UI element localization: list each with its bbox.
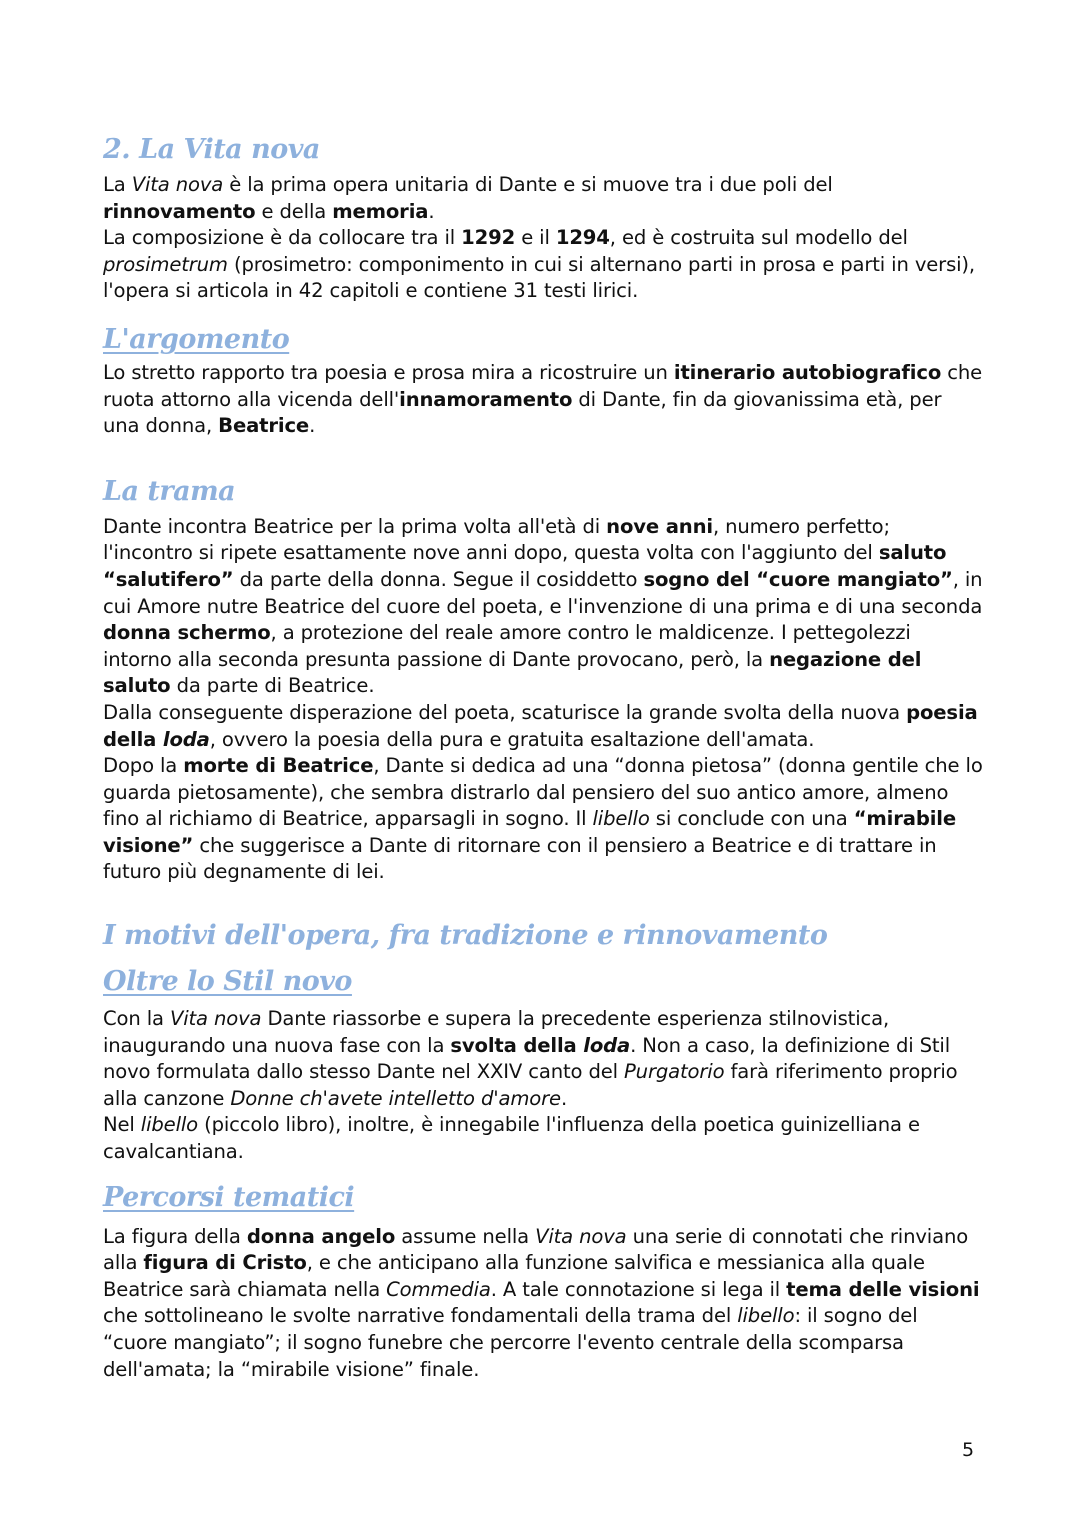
page-content [103,132,983,1383]
section-title-motivi: I motivi dell'opera, fra tradizione e rinnovamento [103,920,828,952]
section-title-percorsi: Percorsi tematici [103,1181,355,1213]
section-title-trama: La trama [103,475,236,507]
paragraph: Dopo la morte di Beatrice, Dante si dedica ad una “donna pietosa” (donna gentile che lo guarda pietosamente), che sembra distrarlo dal pensiero del suo antico amore, almeno fino al richiamo di Beatrice, apparsagli in sogno. Il libello si conclude con una “mirabile visione” che suggerisce a Dante di ritornare con il pensiero a Beatrice e di trattare in futuro più degnamente di lei. [103,754,983,884]
page-number: 5 [962,1439,975,1461]
paragraph: La composizione è da collocare tra il 1292 e il 1294, ed è costruita sul modello del prosimetrum (prosimetro: componimento in cui si alternano parti in prosa e parti in versi), l'opera si articola in 42 capitoli e contiene 31 testi lirici. [103,226,975,303]
paragraph: Con la Vita nova Dante riassorbe e supera la precedente esperienza stilnovistica, inaugurando una nuova fase con la svolta della loda. Non a caso, la definizione di Stil novo formulata dallo stesso Dante nel XXIV canto del Purgatorio farà riferimento proprio alla canzone Donne ch'avete intelletto d'amore. [103,1007,958,1110]
paragraph: Dante incontra Beatrice per la prima volta all'età di nove anni, numero perfetto; l'incontro si ripete esattamente nove anni dopo, questa volta con l'aggiunto del saluto “salutifero” da parte della donna. Segue il cosiddetto sogno del “cuore mangiato”, in cui Amore nutre Beatrice del cuore del poeta, e l'invenzione di una prima e di una seconda donna schermo, a protezione del reale amore contro le maldicenze. I pettegolezzi intorno alla seconda presunta passione di Dante provocano, però, la negazione del saluto da parte di Beatrice. [103,514,983,698]
section-title-vita-nova: 2. La Vita nova [103,134,320,165]
paragraph: Nel libello (piccolo libro), inoltre, è innegabile l'influenza della poetica guinizelliana e cavalcantiana. [103,1113,920,1164]
paragraph: Dalla conseguente disperazione del poeta, scaturisce la grande svolta della nuova poesia della loda, ovvero la poesia della pura e gratuita esaltazione dell'amata. [103,700,978,751]
subsection-title-stil-novo: Oltre lo Stil novo [103,966,352,998]
paragraph: Lo stretto rapporto tra poesia e prosa mira a ricostruire un itinerario autobiografico che ruota attorno alla vicenda dell'innamoramento di Dante, fin da giovanissima età, per una donna, Beatrice. [103,360,983,438]
paragraph: La figura della donna angelo assume nella Vita nova una serie di connotati che rinviano alla figura di Cristo, e che anticipano alla funzione salvifica e messianica alla quale Beatrice sarà chiamata nella Commedia. A tale connotazione si lega il tema delle visioni che sottolineano le svolte narrative fondamentali della trama del libello: il sogno del “cuore mangiato”; il sogno funebre che percorre l'evento centrale della scomparsa dell'amata; la “mirabile visione” finale. [103,1224,980,1381]
paragraph: La Vita nova è la prima opera unitaria di Dante e si muove tra i due poli del rinnovamento e della memoria. [103,173,833,223]
section-title-argomento: L'argomento [103,323,290,355]
